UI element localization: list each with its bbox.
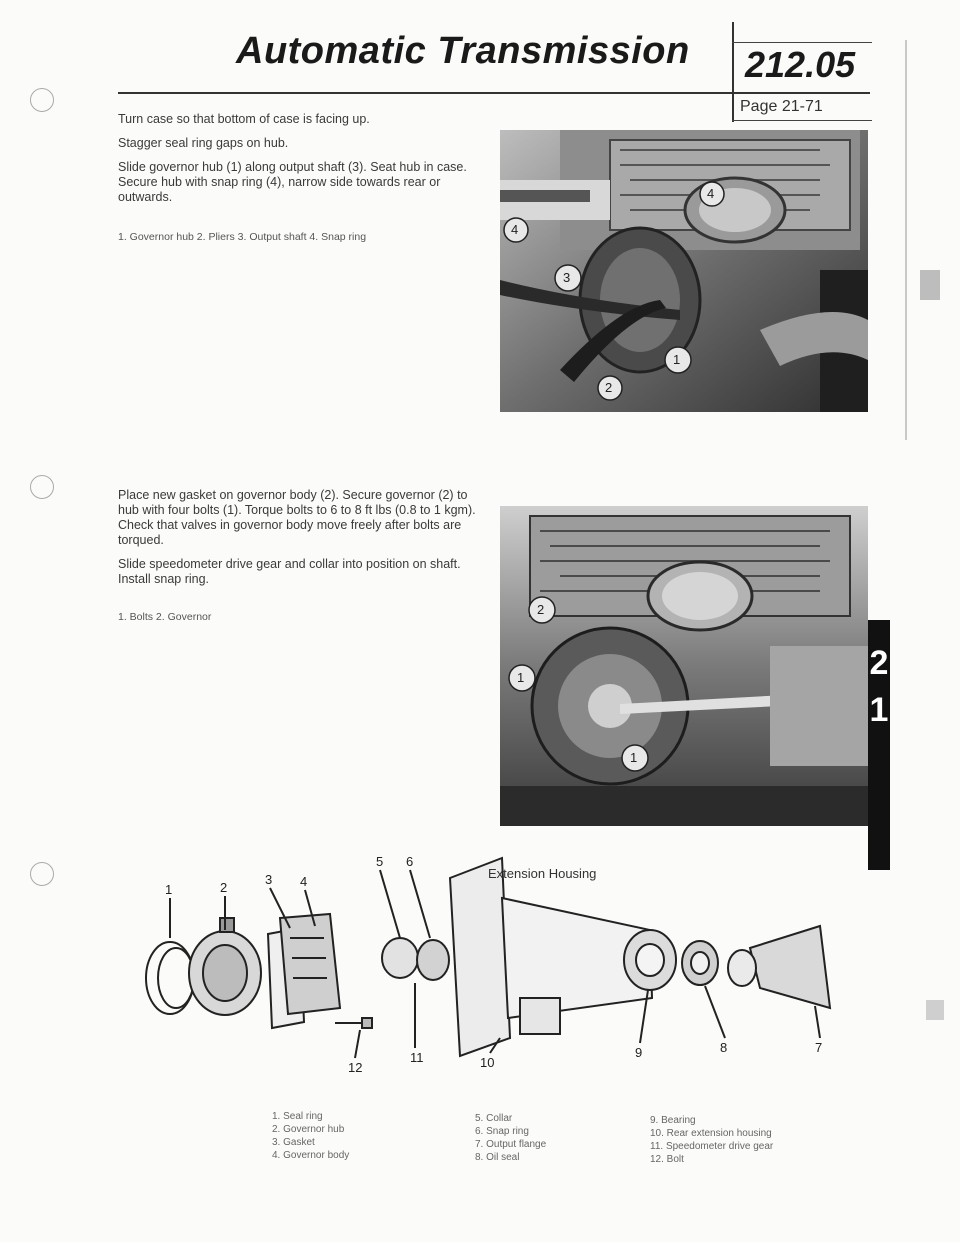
legend-column-2 (475, 1112, 546, 1164)
callout-1: 1 (517, 670, 525, 685)
paragraph: Place new gasket on governor body (2). Secure governor (2) to hub with four bolts (1). Torque bolts to 6 to 8 ft lbs (0.8 to 1 kgm). Check that valves in governor body move freely after bolts are torqued. (118, 488, 476, 547)
scan-fragment (920, 270, 940, 300)
paragraph: Stagger seal ring gaps on hub. (118, 136, 289, 150)
callout-3: 3 (563, 270, 571, 285)
callout-2: 2 (537, 602, 545, 617)
paragraph: Slide speedometer drive gear and collar into position on shaft. Install snap ring. (118, 557, 461, 586)
callout-4: 4 (707, 186, 715, 201)
callout-4-left: 4 (511, 222, 519, 237)
callout-2: 2 (605, 380, 613, 395)
figure-caption: 1. Bolts 2. Governor (118, 611, 212, 623)
exploded-diagram (130, 838, 850, 1098)
header-divider (732, 22, 734, 122)
diagram-number: 1 (165, 882, 173, 897)
legend-item: 9. Bearing (650, 1115, 696, 1126)
diagram-number: 3 (265, 872, 273, 887)
legend-item: 4. Governor body (272, 1150, 350, 1161)
diagram-number: 5 (376, 854, 384, 869)
legend-column-1 (272, 1110, 349, 1162)
section2-text (118, 488, 490, 623)
scan-fragment (926, 1000, 944, 1020)
page-reference: Page 21-71 (740, 98, 823, 115)
legend-item: 3. Gasket (272, 1137, 315, 1148)
callout-1-lower: 1 (630, 750, 638, 765)
diagram-number: 10 (480, 1055, 495, 1070)
figure-caption: 1. Governor hub 2. Pliers 3. Output shaft 4. Snap ring (118, 231, 367, 243)
legend-item: 8. Oil seal (475, 1152, 520, 1163)
diagram-number: 9 (635, 1045, 643, 1060)
legend-item: 10. Rear extension housing (650, 1128, 772, 1139)
legend-item: 1. Seal ring (272, 1111, 323, 1122)
diagram-number: 6 (406, 854, 414, 869)
legend-item: 6. Snap ring (475, 1126, 529, 1137)
diagram-number: 12 (348, 1060, 363, 1075)
header-rule (118, 92, 870, 94)
extension-housing-label: Extension Housing (488, 866, 597, 881)
diagram-number: 11 (410, 1050, 424, 1065)
code-top-rule (732, 42, 872, 43)
paragraph: Turn case so that bottom of case is facing up. (118, 112, 370, 126)
legend-item: 7. Output flange (475, 1139, 547, 1150)
diagram-number: 8 (720, 1040, 728, 1055)
section-tab (868, 620, 890, 870)
binder-hole-icon (30, 475, 54, 499)
paragraph: Slide governor hub (1) along output shaft (3). Seat hub in case. Secure hub with snap ring (4), narrow side towards rear or outwards. (118, 160, 467, 204)
diagram-number: 7 (815, 1040, 823, 1055)
photo-governor-body (500, 506, 868, 826)
photo-governor-hub (500, 130, 868, 412)
binder-hole-icon (30, 862, 54, 886)
binder-hole-icon (30, 88, 54, 112)
page-title: Automatic Transmission (236, 30, 690, 72)
legend-item: 2. Governor hub (272, 1124, 345, 1135)
legend-item: 12. Bolt (650, 1154, 684, 1165)
tab-digit: 1 (869, 691, 889, 729)
diagram-number: 2 (220, 880, 228, 895)
page-ref-rule (732, 120, 872, 121)
tab-digit: 2 (869, 644, 889, 682)
legend-item: 11. Speedometer drive gear (650, 1141, 774, 1152)
callout-1: 1 (673, 352, 681, 367)
section1-text (118, 112, 490, 243)
diagram-number: 4 (300, 874, 308, 889)
legend-column-3 (650, 1114, 773, 1166)
section-code: 212.05 (745, 44, 856, 85)
legend-item: 5. Collar (475, 1113, 513, 1124)
scan-edge-line (905, 40, 907, 440)
